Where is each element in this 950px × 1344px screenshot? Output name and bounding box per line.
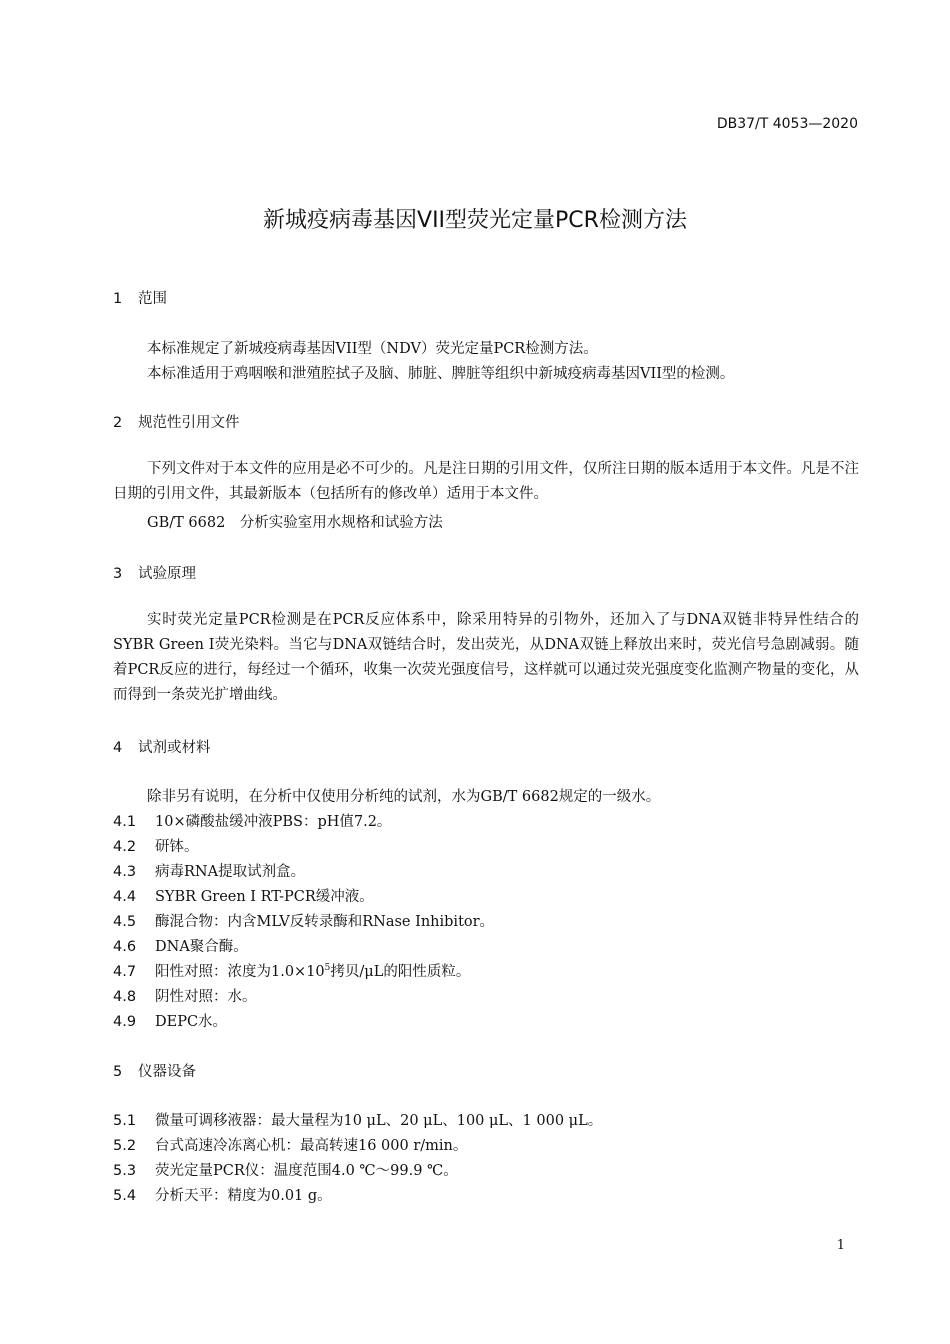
- page-number: 1: [836, 1238, 845, 1253]
- section-number: 4: [113, 740, 123, 756]
- item-text: 荧光定量PCR仪：温度范围4.0 ℃～99.9 ℃。: [155, 1163, 458, 1179]
- section-5-heading: [113, 1060, 196, 1081]
- section-title: 试验原理: [138, 566, 196, 582]
- item-text: 阳性对照：浓度为1.0×10: [155, 964, 325, 980]
- superscript-exponent: 5: [324, 963, 331, 974]
- list-item: [113, 1109, 602, 1130]
- item-text: 病毒RNA提取试剂盒。: [155, 864, 306, 880]
- item-number: 4.6: [113, 939, 137, 955]
- item-text: SYBR Green I RT-PCR缓冲液。: [155, 889, 374, 905]
- list-item: [113, 935, 248, 956]
- item-number: 5.3: [113, 1163, 137, 1179]
- standard-code: DB37/T 4053—2020: [716, 116, 858, 132]
- item-text: 分析天平：精度为0.01 g。: [155, 1188, 332, 1204]
- list-item: [113, 1134, 467, 1155]
- section-title: 试剂或材料: [138, 740, 211, 756]
- item-text: 研钵。: [155, 839, 199, 855]
- item-number: 4.9: [113, 1014, 137, 1030]
- normative-reference: GB/T 6682 分析实验室用水规格和试验方法: [147, 515, 443, 531]
- item-number: 5.2: [113, 1138, 137, 1154]
- list-item: [113, 910, 494, 931]
- item-text: DNA聚合酶。: [155, 939, 248, 955]
- list-item: [113, 810, 391, 831]
- section-1-paragraph-1: 本标准规定了新城疫病毒基因VII型（NDV）荧光定量PCR检测方法。: [147, 341, 598, 357]
- item-text: 酶混合物：内含MLV反转录酶和RNase Inhibitor。: [155, 914, 495, 930]
- item-number: 5.1: [113, 1113, 137, 1129]
- list-item: [113, 1010, 227, 1031]
- item-text: 阴性对照：水。: [155, 989, 257, 1005]
- section-number: 1: [113, 291, 123, 307]
- item-number: 4.8: [113, 989, 137, 1005]
- item-text: 台式高速冷冻离心机：最高转速16 000 r/min。: [155, 1138, 468, 1154]
- section-title: 规范性引用文件: [138, 415, 240, 431]
- item-text: DEPC水。: [155, 1014, 228, 1030]
- list-item: [113, 1159, 458, 1180]
- section-2-heading: [113, 411, 240, 432]
- section-1-heading: [113, 287, 167, 308]
- item-text: 10×磷酸盐缓冲液PBS：pH值7.2。: [155, 814, 392, 830]
- document-title: 新城疫病毒基因VII型荧光定量PCR检测方法: [263, 208, 687, 233]
- section-title: 仪器设备: [138, 1064, 196, 1080]
- section-4-heading: [113, 736, 211, 757]
- item-number: 4.1: [113, 814, 137, 830]
- list-item: [113, 860, 305, 881]
- item-number: 4.7: [113, 964, 137, 980]
- item-text: 微量可调移液器：最大量程为10 μL、20 μL、100 μL、1 000 μL。: [155, 1113, 603, 1129]
- list-item: [113, 885, 374, 906]
- section-number: 5: [113, 1064, 123, 1080]
- item-number: 4.3: [113, 864, 137, 880]
- section-3-heading: [113, 562, 196, 583]
- item-text: 拷贝/μL的阳性质粒。: [330, 964, 471, 980]
- section-3-paragraph: 实时荧光定量PCR检测是在PCR反应体系中，除采用特异的引物外，还加入了与DNA双链非特异性结合的SYBR Green I荧光染料。当它与DNA双链结合时，发出荧光，从DNA双链上释放出来时，荧光信号急剧减弱。随着PCR反应的进行，每经过一个循环，收集一次荧光强度信号，这样就可以通过荧光强度变化监测产物量的变化，从而得到一条荧光扩增曲线。: [113, 612, 859, 703]
- list-item: [113, 985, 257, 1006]
- item-number: 5.4: [113, 1188, 137, 1204]
- section-2-paragraph: 下列文件对于本文件的应用是必不可少的。凡是注日期的引用文件，仅所注日期的版本适用于本文件。凡是不注日期的引用文件，其最新版本（包括所有的修改单）适用于本文件。: [113, 461, 859, 502]
- item-number: 4.2: [113, 839, 137, 855]
- list-item: [113, 960, 470, 981]
- section-number: 3: [113, 566, 123, 582]
- section-4-intro: 除非另有说明，在分析中仅使用分析纯的试剂，水为GB/T 6682规定的一级水。: [147, 789, 661, 805]
- section-1-paragraph-2: 本标准适用于鸡咽喉和泄殖腔拭子及脑、肺脏、脾脏等组织中新城疫病毒基因VII型的检测。: [147, 366, 735, 382]
- section-number: 2: [113, 415, 123, 431]
- section-title: 范围: [138, 291, 167, 307]
- item-number: 4.5: [113, 914, 137, 930]
- list-item: [113, 1184, 332, 1205]
- list-item: [113, 835, 199, 856]
- item-number: 4.4: [113, 889, 137, 905]
